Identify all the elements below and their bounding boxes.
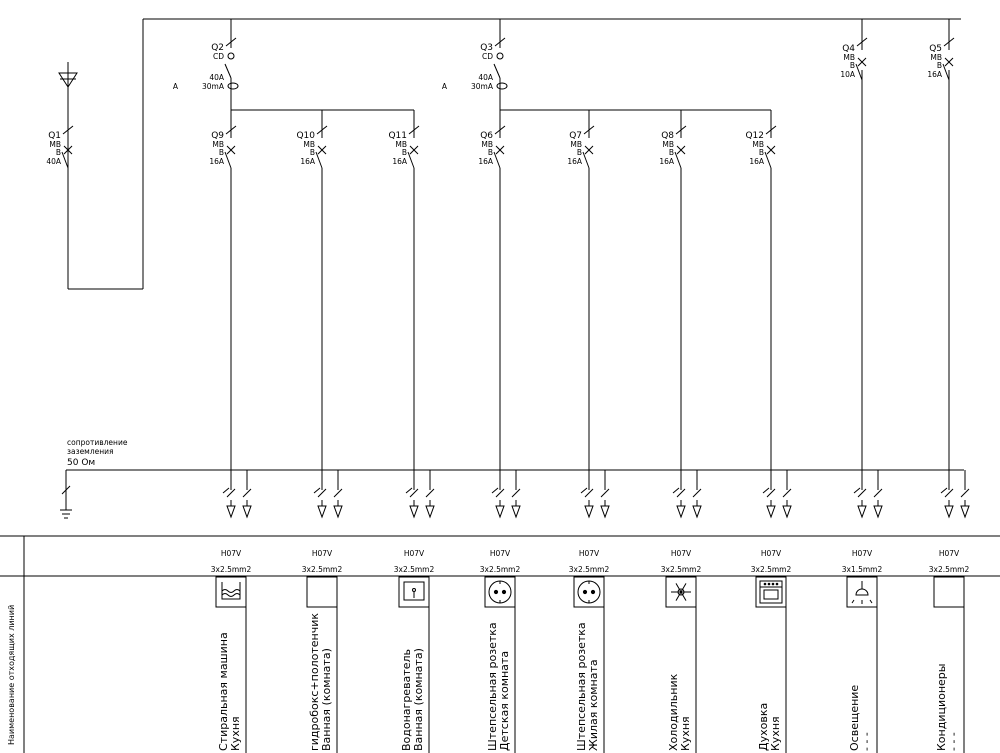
line-consumer-name: Освещение — [848, 684, 861, 751]
breaker-q5 — [927, 38, 954, 80]
line-consumer-room: - - - — [860, 732, 873, 751]
line-consumer-room: Детская комната — [498, 650, 511, 751]
table-row-title: Наименование отходящих линий — [7, 604, 16, 745]
outgoing-terminal-4 — [492, 470, 520, 517]
outgoing-terminal-6 — [673, 470, 701, 517]
line-consumer-room: Ванная (комната) — [320, 648, 333, 751]
outgoing-terminal-1 — [223, 470, 251, 517]
breaker-id: Q7 — [569, 131, 582, 141]
breaker-curve: B — [401, 148, 407, 157]
rcd-rating: 40A — [209, 73, 224, 82]
outgoing-terminal-5 — [581, 470, 609, 517]
breaker-type: MB — [303, 140, 315, 149]
breaker-curve: B — [758, 148, 764, 157]
breaker-rating: 10A — [840, 70, 855, 79]
breaker-type: MB — [662, 140, 674, 149]
breaker-id: Q12 — [745, 131, 764, 141]
breaker-curve: B — [668, 148, 674, 157]
line-consumer-room: Жилая комната — [587, 659, 600, 751]
breaker-type: MB — [843, 53, 855, 62]
breaker-rating: 16A — [392, 157, 407, 166]
breaker-rating: 16A — [927, 70, 942, 79]
table-column — [569, 549, 610, 753]
line-consumer-name: Штепсельная розетка — [575, 622, 588, 751]
cable-type: H07V — [851, 549, 873, 558]
breaker-q12 — [745, 126, 776, 170]
breaker-id: Q9 — [211, 131, 224, 141]
line-consumer-name: гидробокс+полотенчик — [308, 612, 321, 751]
breaker-id: Q4 — [842, 44, 855, 54]
cable-section: 3x2.5mm2 — [660, 565, 702, 574]
line-consumer-name: Штепсельная розетка — [486, 622, 499, 751]
table-column — [394, 549, 435, 753]
breaker-type: MB — [212, 140, 224, 149]
rcd-type: CD — [481, 52, 493, 61]
rcd-id: Q2 — [211, 43, 224, 53]
rcd-q2 — [173, 38, 238, 95]
breaker-rating: 16A — [567, 157, 582, 166]
cable-section: 3x2.5mm2 — [568, 565, 610, 574]
cable-type: H07V — [220, 549, 242, 558]
breaker-type: MB — [49, 140, 61, 149]
breaker-q7 — [567, 126, 594, 170]
breaker-q8 — [659, 126, 686, 170]
cable-section: 3x1.5mm2 — [841, 565, 883, 574]
cable-type: H07V — [403, 549, 425, 558]
breaker-type: MB — [395, 140, 407, 149]
breaker-rating: 16A — [209, 157, 224, 166]
table-column — [929, 549, 970, 753]
breaker-rating: 16A — [659, 157, 674, 166]
breaker-id: Q10 — [296, 131, 315, 141]
table-column — [302, 549, 343, 753]
breaker-type: MB — [752, 140, 764, 149]
breaker-curve: B — [849, 61, 855, 70]
breaker-rating: 16A — [478, 157, 493, 166]
rcd-residual: 30mA — [471, 82, 493, 91]
incoming-supply-icon — [59, 62, 77, 90]
rcd-rating: 40A — [478, 73, 493, 82]
line-consumer-room: - - - — [947, 732, 960, 751]
breaker-q6 — [478, 126, 505, 170]
breaker-id: Q11 — [388, 131, 407, 141]
line-consumer-room: Ванная (комната) — [412, 648, 425, 751]
line-consumer-room: Кухня — [769, 716, 782, 751]
rcd-id: Q3 — [480, 43, 493, 53]
breaker-curve: B — [576, 148, 582, 157]
cable-section: 3x2.5mm2 — [479, 565, 521, 574]
table-column — [751, 549, 792, 753]
breaker-q4 — [840, 38, 867, 80]
breaker-id: Q5 — [929, 44, 942, 54]
cable-section: 3x2.5mm2 — [928, 565, 970, 574]
cable-type: H07V — [938, 549, 960, 558]
cable-section: 3x2.5mm2 — [393, 565, 435, 574]
cable-type: H07V — [489, 549, 511, 558]
cable-type: H07V — [670, 549, 692, 558]
rcd-residual: 30mA — [202, 82, 224, 91]
table-column — [842, 549, 883, 753]
outgoing-terminal-7 — [763, 470, 791, 517]
main-breaker — [46, 126, 73, 170]
rcd-class: A — [441, 82, 447, 91]
grounding-label-line2: заземления — [67, 447, 114, 456]
breaker-rating: 16A — [300, 157, 315, 166]
cable-section: 3x2.5mm2 — [301, 565, 343, 574]
table-column — [480, 549, 521, 753]
breaker-id: Q6 — [480, 131, 493, 141]
breaker-curve: B — [218, 148, 224, 157]
breaker-q10 — [296, 126, 327, 170]
table-column — [661, 549, 702, 753]
line-consumer-name: Водонагреватель — [400, 649, 413, 751]
line-consumer-name: Духовка — [757, 702, 770, 751]
grounding-label-line1: сопротивление — [67, 438, 128, 447]
breaker-curve: B — [309, 148, 315, 157]
wiring — [66, 19, 964, 510]
cable-type: H07V — [311, 549, 333, 558]
grounding-value: 50 Ом — [67, 458, 96, 468]
line-consumer-name: Кондиционеры — [935, 663, 948, 751]
cable-section: 3x2.5mm2 — [750, 565, 792, 574]
cable-type: H07V — [578, 549, 600, 558]
outgoing-terminal-9 — [941, 470, 969, 517]
breaker-rating: 16A — [749, 157, 764, 166]
line-consumer-room: Кухня — [679, 716, 692, 751]
breaker-curve: B — [55, 148, 61, 157]
breaker-id: Q8 — [661, 131, 674, 141]
rcd-q3 — [442, 38, 507, 95]
cable-section: 3x2.5mm2 — [210, 565, 252, 574]
cable-type: H07V — [760, 549, 782, 558]
breaker-q11 — [388, 126, 419, 170]
table-column — [211, 549, 252, 753]
breaker-curve: B — [487, 148, 493, 157]
breaker-rating: 40A — [46, 157, 61, 166]
outgoing-terminal-2 — [314, 470, 342, 517]
breaker-curve: B — [936, 61, 942, 70]
breaker-q9 — [209, 126, 236, 170]
rcd-class: A — [172, 82, 178, 91]
breaker-type: MB — [930, 53, 942, 62]
breaker-type: MB — [570, 140, 582, 149]
breaker-type: MB — [481, 140, 493, 149]
line-consumer-name: Холодильник — [667, 673, 680, 751]
breaker-id: Q1 — [48, 131, 61, 141]
rcd-type: CD — [212, 52, 224, 61]
outgoing-terminal-3 — [406, 470, 434, 517]
outgoing-terminal-8 — [854, 470, 882, 517]
line-consumer-name: Стиральная машина — [217, 632, 230, 751]
line-consumer-room: Кухня — [229, 716, 242, 751]
